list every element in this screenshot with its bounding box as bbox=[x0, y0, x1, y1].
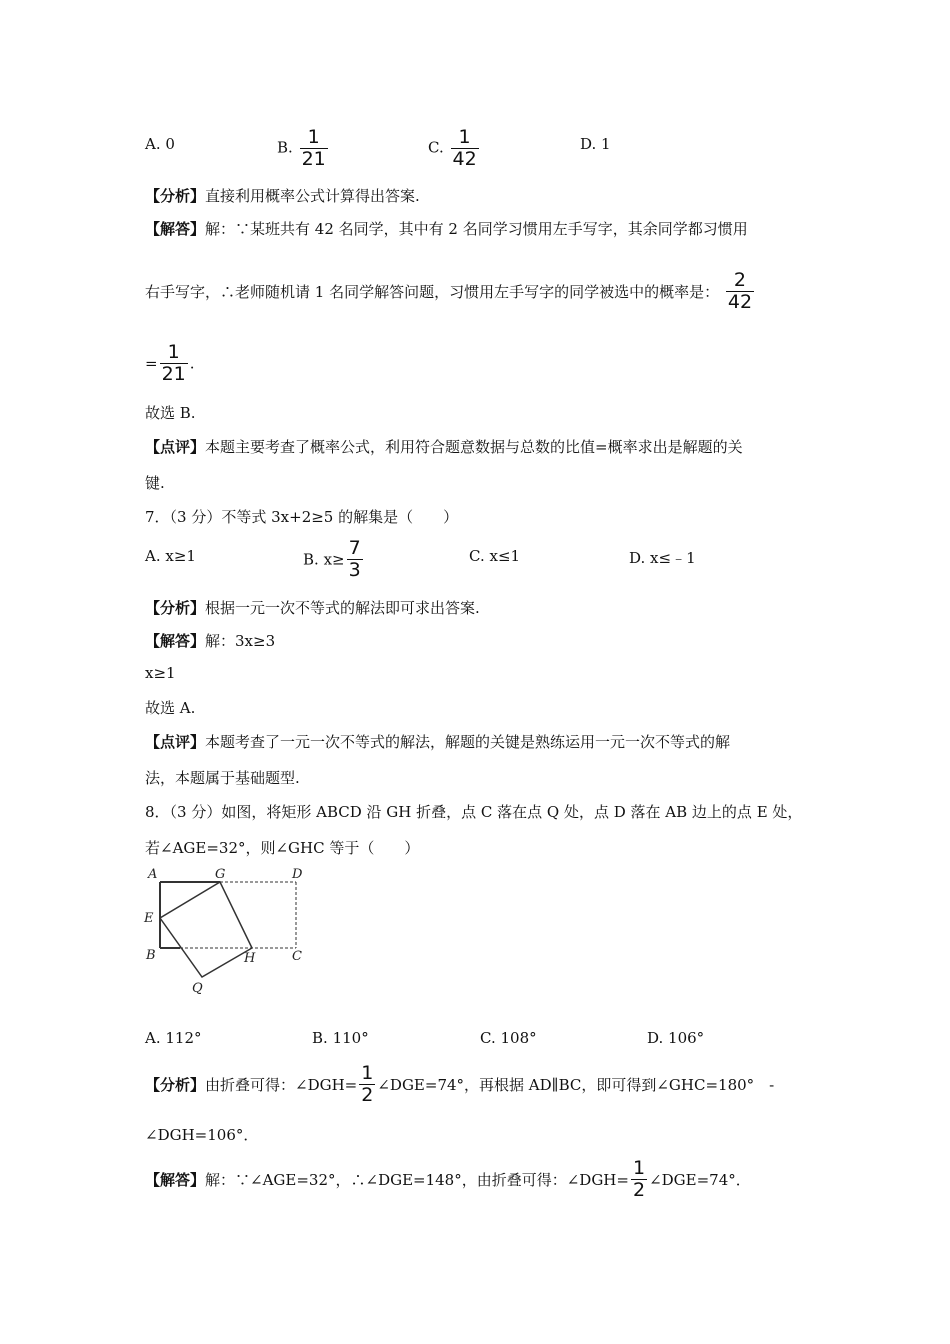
label-c: C bbox=[292, 949, 302, 964]
option-value: x≥1 bbox=[165, 547, 196, 565]
option-label: C. bbox=[469, 547, 485, 565]
label-q: Q bbox=[192, 981, 203, 996]
numerator: 2 bbox=[733, 269, 747, 291]
analysis-text: ∠DGE=74°，再根据 AD∥BC，即可得到∠GHC=180° - bbox=[377, 1076, 775, 1094]
comment-text: 本题考查了一元一次不等式的解法，解题的关键是熟练运用一元一次不等式的解 bbox=[205, 733, 731, 751]
label-a: A bbox=[148, 867, 158, 882]
q7-answer: 故选 A. bbox=[145, 699, 196, 717]
analysis-tag: 【分析】 bbox=[145, 187, 206, 205]
option-value: 108° bbox=[500, 1029, 537, 1047]
q6-option-d bbox=[580, 135, 611, 153]
option-prefix: x≥ bbox=[323, 550, 345, 569]
option-value: 0 bbox=[165, 135, 175, 153]
fraction bbox=[451, 127, 479, 170]
solution-text: ∠DGE=74°． bbox=[649, 1171, 751, 1189]
fraction bbox=[300, 127, 328, 170]
option-value: x≤﹣1 bbox=[650, 549, 696, 567]
q6-option-b bbox=[277, 127, 330, 170]
option-value: x≤1 bbox=[489, 547, 521, 565]
denominator: 42 bbox=[727, 291, 753, 313]
q6-solution-line1 bbox=[145, 218, 748, 239]
solution-tag: 【解答】 bbox=[145, 1171, 206, 1189]
label-d: D bbox=[292, 867, 303, 882]
q8-option-a bbox=[145, 1029, 202, 1047]
q7-comment-line2: 法，本题属于基础题型. bbox=[145, 769, 300, 787]
q7-option-d bbox=[629, 547, 696, 568]
option-label: B. bbox=[303, 550, 319, 569]
solution-tag: 【解答】 bbox=[145, 632, 206, 650]
analysis-text: 根据一元一次不等式的解法即可求出答案. bbox=[205, 599, 480, 617]
denominator: 21 bbox=[161, 363, 186, 385]
q8-option-b bbox=[312, 1029, 369, 1047]
option-value: 1 bbox=[601, 135, 611, 153]
q6-option-c bbox=[428, 127, 481, 170]
option-label: A. bbox=[145, 135, 161, 153]
fraction bbox=[160, 342, 188, 385]
numerator: 7 bbox=[348, 537, 361, 559]
option-value: 110° bbox=[332, 1029, 369, 1047]
q8-stem-line1: 8．（3 分）如图，将矩形 ABCD 沿 GH 折叠，点 C 落在点 Q 处，点 D 落在 AB 边上的点 E 处， bbox=[145, 803, 803, 821]
q7-analysis bbox=[145, 597, 480, 618]
label-h: H bbox=[244, 951, 256, 966]
q6-comment-line2: 键. bbox=[145, 474, 165, 492]
q7-option-b bbox=[303, 538, 365, 581]
q8-stem-line2: 若∠AGE=32°，则∠GHC 等于（ ） bbox=[145, 839, 420, 857]
fraction bbox=[347, 538, 363, 581]
option-label: D. bbox=[580, 135, 597, 153]
denominator: 21 bbox=[301, 148, 326, 170]
q6-option-a bbox=[145, 135, 175, 153]
denominator: 3 bbox=[348, 559, 361, 581]
q8-option-d bbox=[647, 1029, 704, 1047]
label-g: G bbox=[215, 867, 226, 882]
comment-tag: 【点评】 bbox=[145, 438, 206, 456]
denominator: 2 bbox=[361, 1084, 374, 1106]
analysis-text: 由折叠可得：∠DGH= bbox=[205, 1076, 358, 1094]
option-label: A. bbox=[145, 547, 161, 565]
denominator: 42 bbox=[452, 148, 477, 170]
option-value: 106° bbox=[668, 1029, 705, 1047]
label-b: B bbox=[146, 948, 156, 963]
q6-solution-line3 bbox=[145, 342, 195, 385]
option-label: B. bbox=[312, 1029, 328, 1047]
q6-comment-line1 bbox=[145, 436, 743, 457]
solution-text: 解：∵∠AGE=32°，∴∠DGE=148°，由折叠可得：∠DGH= bbox=[205, 1171, 629, 1189]
q8-analysis-line1 bbox=[145, 1063, 774, 1106]
numerator: 1 bbox=[361, 1062, 374, 1084]
option-value: 112° bbox=[165, 1029, 202, 1047]
option-label: D. bbox=[629, 549, 646, 567]
solution-text: 解：3x≥3 bbox=[205, 632, 276, 650]
option-label: C. bbox=[428, 138, 444, 157]
comment-tag: 【点评】 bbox=[145, 733, 206, 751]
fraction bbox=[631, 1158, 647, 1201]
option-label: A. bbox=[145, 1029, 161, 1047]
comment-text: 本题主要考查了概率公式，利用符合题意数据与总数的比值=概率求出是解题的关 bbox=[205, 438, 743, 456]
option-label: B. bbox=[277, 138, 293, 157]
numerator: 1 bbox=[458, 126, 471, 148]
solution-text: 右手写字，∴老师随机请 1 名同学解答问题，习惯用左手写字的同学被选中的概率是： bbox=[145, 283, 720, 301]
q7-solution bbox=[145, 630, 275, 651]
fraction bbox=[726, 270, 754, 313]
fraction bbox=[359, 1063, 375, 1106]
q7-option-c bbox=[469, 547, 520, 565]
q6-solution-line2 bbox=[145, 270, 756, 313]
analysis-tag: 【分析】 bbox=[145, 599, 206, 617]
numerator: 1 bbox=[632, 1157, 646, 1179]
solution-tag: 【解答】 bbox=[145, 220, 206, 238]
numerator: 1 bbox=[167, 341, 180, 363]
fold-diagram bbox=[140, 862, 315, 1002]
solution-text: 解：∵某班共有 42 名同学，其中有 2 名同学习惯用左手写字，其余同学都习惯用 bbox=[205, 220, 748, 238]
q7-solution-line2: x≥1 bbox=[145, 664, 176, 682]
denominator: 2 bbox=[632, 1179, 646, 1201]
label-e: E bbox=[144, 911, 154, 926]
period: . bbox=[189, 354, 195, 373]
q8-option-c bbox=[480, 1029, 537, 1047]
q6-analysis bbox=[145, 185, 420, 206]
analysis-text: 直接利用概率公式计算得出答案. bbox=[205, 187, 420, 205]
numerator: 1 bbox=[307, 126, 320, 148]
q7-comment-line1 bbox=[145, 731, 730, 752]
q7-option-a bbox=[145, 547, 196, 565]
q7-stem: 7．（3 分）不等式 3x+2≥5 的解集是（ ） bbox=[145, 508, 459, 526]
q8-analysis-line2: ∠DGH=106°． bbox=[145, 1126, 259, 1144]
q6-answer: 故选 B. bbox=[145, 404, 196, 422]
q8-figure bbox=[140, 862, 315, 1002]
equals-sign: = bbox=[145, 354, 158, 373]
option-label: C. bbox=[480, 1029, 496, 1047]
analysis-tag: 【分析】 bbox=[145, 1076, 206, 1094]
folded-quadrilateral bbox=[160, 882, 252, 977]
option-label: D. bbox=[647, 1029, 664, 1047]
q8-solution bbox=[145, 1158, 751, 1201]
